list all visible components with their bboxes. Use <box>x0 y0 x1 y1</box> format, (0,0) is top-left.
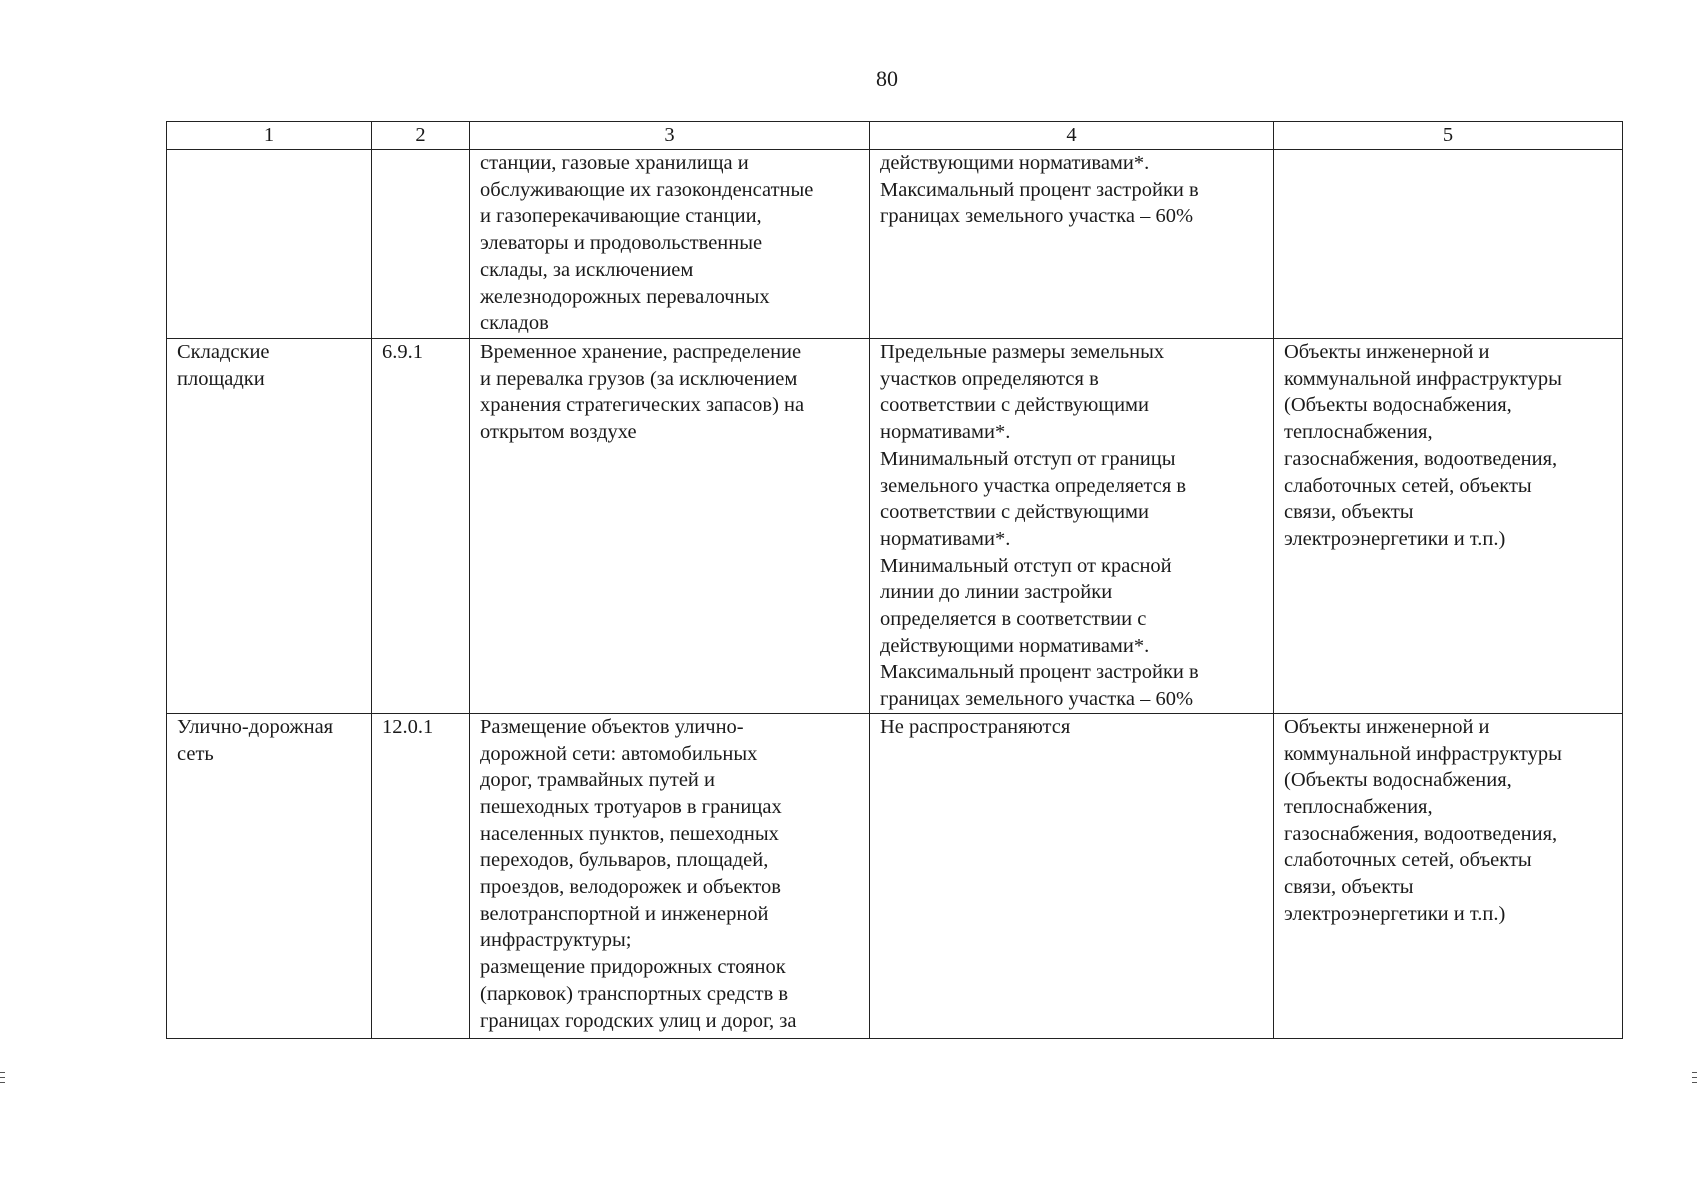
page-number: 80 <box>876 66 898 91</box>
cell-text-line: складов <box>480 312 549 335</box>
cell-text-line: соответствии с действующими <box>880 394 1149 417</box>
cell-text-line: электроэнергетики и т.п.) <box>1284 527 1506 550</box>
cell-auxiliary-uses <box>1274 150 1623 339</box>
cell-text-line: обслуживающие их газоконденсатные <box>480 178 814 201</box>
column-header-1: 1 <box>167 122 372 150</box>
cell-use-name <box>167 150 372 339</box>
cell-parameters <box>870 339 1274 714</box>
cell-text-line: дорог, трамвайных путей и <box>480 769 715 792</box>
cell-text-line: (Объекты водоснабжения, <box>1284 394 1512 417</box>
cell-text-line: коммунальной инфраструктуры <box>1284 367 1562 390</box>
column-header-4: 4 <box>870 122 1274 150</box>
cell-text-line: станции, газовые хранилища и <box>480 152 749 174</box>
cell-text-line: велотранспортной и инженерной <box>480 902 769 925</box>
cell-text-line: площадки <box>177 367 265 390</box>
column-header-2: 2 <box>372 122 470 150</box>
cell-text-line: Максимальный процент застройки в <box>880 661 1199 684</box>
cell-auxiliary-uses <box>1274 339 1623 714</box>
cell-use-name <box>167 713 372 1038</box>
scan-edge-mark <box>1692 1072 1697 1073</box>
zoning-table <box>166 121 1623 1039</box>
cell-text-line: связи, объекты <box>1284 501 1414 524</box>
scan-edge-mark <box>1692 1077 1697 1078</box>
cell-text-line: коммунальной инфраструктуры <box>1284 742 1562 765</box>
cell-text-line: Складские <box>177 341 270 363</box>
table-row-continuation <box>167 150 1623 339</box>
cell-text-line: слаботочных сетей, объекты <box>1284 849 1532 872</box>
cell-text-line: проездов, велодорожек и объектов <box>480 876 781 899</box>
cell-text-line: инфраструктуры; <box>480 929 632 952</box>
table-row-street-road-network <box>167 713 1623 1038</box>
cell-use-name <box>167 339 372 714</box>
cell-use-code <box>372 150 470 339</box>
cell-text-line: Объекты инженерной и <box>1284 341 1490 363</box>
scan-edge-mark <box>0 1082 5 1083</box>
cell-text-line: теплоснабжения, <box>1284 421 1433 444</box>
cell-text-line: Временное хранение, распределение <box>480 341 802 363</box>
cell-use-description <box>470 339 870 714</box>
cell-text-line: хранения стратегических запасов) на <box>480 394 805 417</box>
cell-text-line: переходов, бульваров, площадей, <box>480 849 769 872</box>
cell-text-line: слаботочных сетей, объекты <box>1284 474 1532 497</box>
cell-use-code <box>372 339 470 714</box>
cell-text-line: железнодорожных перевалочных <box>480 285 770 308</box>
cell-text-line: дорожной сети: автомобильных <box>480 742 758 765</box>
cell-text-line: элеваторы и продовольственные <box>480 232 763 255</box>
scan-edge-mark <box>1692 1082 1697 1083</box>
cell-text-line: газоснабжения, водоотведения, <box>1284 822 1558 845</box>
cell-auxiliary-uses <box>1274 713 1623 1038</box>
cell-text-line: газоснабжения, водоотведения, <box>1284 447 1558 470</box>
cell-text-line: Объекты инженерной и <box>1284 715 1490 738</box>
cell-parameters <box>870 150 1274 339</box>
cell-text-line: (парковок) транспортных средств в <box>480 982 789 1005</box>
column-header-5: 5 <box>1274 122 1623 150</box>
cell-text-line: действующими нормативами*. <box>880 152 1150 174</box>
cell-text-line: соответствии с действующими <box>880 501 1149 524</box>
cell-use-description <box>470 713 870 1038</box>
cell-text-line: Улично-дорожная <box>177 715 334 738</box>
cell-text-line: Размещение объектов улично- <box>480 715 744 738</box>
cell-use-code <box>372 713 470 1038</box>
cell-text-line: и газоперекачивающие станции, <box>480 205 762 228</box>
cell-use-description <box>470 150 870 339</box>
cell-text-line: Максимальный процент застройки в <box>880 178 1199 201</box>
column-header-3: 3 <box>470 122 870 150</box>
cell-parameters <box>870 713 1274 1038</box>
cell-text-line: действующими нормативами*. <box>880 634 1150 657</box>
table-header-row <box>167 122 1623 150</box>
table-row-warehouse-areas <box>167 339 1623 714</box>
cell-text-line: границах земельного участка – 60% <box>880 205 1194 228</box>
cell-text-line: 12.0.1 <box>382 715 434 738</box>
cell-text-line: электроэнергетики и т.п.) <box>1284 902 1506 925</box>
cell-text-line: нормативами*. <box>880 421 1011 444</box>
cell-text-line: теплоснабжения, <box>1284 795 1433 818</box>
scan-edge-mark <box>0 1072 5 1073</box>
cell-text-line: нормативами*. <box>880 527 1011 550</box>
cell-text-line: размещение придорожных стоянок <box>480 956 786 979</box>
cell-text-line: Предельные размеры земельных <box>880 341 1165 363</box>
scan-edge-mark <box>0 1077 5 1078</box>
cell-text-line: населенных пунктов, пешеходных <box>480 822 779 845</box>
cell-text-line: и перевалка грузов (за исключением <box>480 367 798 390</box>
cell-text-line: открытом воздухе <box>480 421 637 444</box>
cell-text-line: границах земельного участка – 60% <box>880 688 1194 711</box>
cell-text-line: границах городских улиц и дорог, за <box>480 1009 797 1032</box>
cell-text-line: сеть <box>177 742 214 765</box>
cell-text-line: связи, объекты <box>1284 876 1414 899</box>
cell-text-line: Минимальный отступ от границы <box>880 447 1176 470</box>
cell-text-line: пешеходных тротуаров в границах <box>480 795 782 818</box>
cell-text-line: (Объекты водоснабжения, <box>1284 769 1512 792</box>
cell-text-line: 6.9.1 <box>382 341 423 363</box>
cell-text-line: земельного участка определяется в <box>880 474 1187 497</box>
cell-text-line: участков определяются в <box>880 367 1099 390</box>
cell-text-line: определяется в соответствии с <box>880 608 1147 631</box>
cell-text-line: склады, за исключением <box>480 258 694 281</box>
cell-text-line: Не распространяются <box>880 715 1071 738</box>
cell-text-line: Минимальный отступ от красной <box>880 554 1172 577</box>
cell-text-line: линии до линии застройки <box>880 581 1113 604</box>
